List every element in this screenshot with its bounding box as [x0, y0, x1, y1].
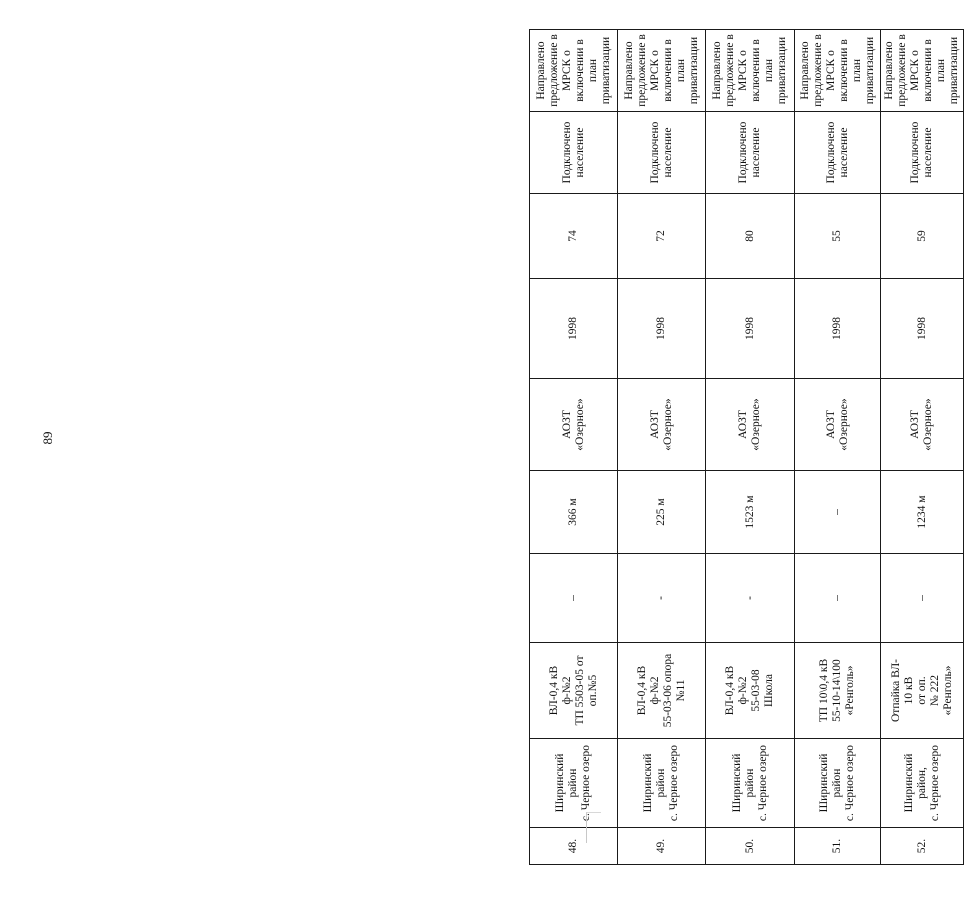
year-cell: 1998 [795, 279, 881, 379]
length-cell: 1523 м [706, 471, 795, 554]
table-row [530, 30, 618, 865]
consumers-cell: Подключено население [795, 112, 881, 194]
owner-cell: АОЗТ «Озерное» [530, 379, 618, 471]
object-cell: ВЛ-0,4 кВ ф-№2 55-03-08 Школа [706, 643, 795, 739]
consumers-cell: Подключено население [530, 112, 618, 194]
row-number: 52. [881, 828, 964, 865]
location-cell: Ширинский район с. Черное озеро [706, 739, 795, 828]
length-cell: 225 м [618, 471, 706, 554]
length-cell: – [795, 471, 881, 554]
owner-cell: АОЗТ «Озерное» [706, 379, 795, 471]
scan-artifact [586, 812, 601, 843]
object-cell: ВЛ-0,4 кВ ф-№2 ТП 5503-05 от оп.№5 [530, 643, 618, 739]
length-cell: 1234 м [881, 471, 964, 554]
owner-cell: АОЗТ «Озерное» [795, 379, 881, 471]
dash-cell: – [795, 554, 881, 643]
note-cell: Направлено предложение в МРСК о включении в план приватизации [795, 30, 881, 112]
owner-cell: АОЗТ «Озерное» [618, 379, 706, 471]
table-row [706, 30, 795, 865]
table-row [618, 30, 706, 865]
row-number: 51. [795, 828, 881, 865]
consumers-cell: Подключено население [618, 112, 706, 194]
year-cell: 1998 [706, 279, 795, 379]
dash-cell: – [530, 554, 618, 643]
year-cell: 1998 [881, 279, 964, 379]
row-number: 50. [706, 828, 795, 865]
page-number: 89 [40, 431, 55, 445]
length-cell: 366 м [530, 471, 618, 554]
count-cell: 55 [795, 194, 881, 279]
location-cell: Ширинский район, с. Черное озеро [881, 739, 964, 828]
object-cell: ВЛ-0,4 кВ ф-№2 55-03-06 опора №11 [618, 643, 706, 739]
year-cell: 1998 [530, 279, 618, 379]
owner-cell: АОЗТ «Озерное» [881, 379, 964, 471]
object-cell: Отпайка ВЛ- 10 кВ от оп. № 222 «Ренголь» [881, 643, 964, 739]
consumers-cell: Подключено население [706, 112, 795, 194]
note-cell: Направлено предложение в МРСК о включении в план приватизации [618, 30, 706, 112]
count-cell: 59 [881, 194, 964, 279]
year-cell: 1998 [618, 279, 706, 379]
count-cell: 72 [618, 194, 706, 279]
dash-cell: – [881, 554, 964, 643]
count-cell: 74 [530, 194, 618, 279]
note-cell: Направлено предложение в МРСК о включении в план приватизации [881, 30, 964, 112]
table-row [795, 30, 881, 865]
location-cell: Ширинский район с. Черное озеро [618, 739, 706, 828]
row-number: 49. [618, 828, 706, 865]
location-cell: Ширинский район с. Черное озеро [530, 739, 618, 828]
dash-cell: - [618, 554, 706, 643]
note-cell: Направлено предложение в МРСК о включении в план приватизации [706, 30, 795, 112]
dash-cell: - [706, 554, 795, 643]
note-cell: Направлено предложение в МРСК о включении в план приватизации [530, 30, 618, 112]
object-cell: ТП 10\0,4 кВ 55-10-14\100 «Ренголь» [795, 643, 881, 739]
count-cell: 80 [706, 194, 795, 279]
location-cell: Ширинский район с. Черное озеро [795, 739, 881, 828]
registry-table [529, 29, 964, 865]
table-row [881, 30, 964, 865]
row-number: 48. [530, 828, 618, 865]
rotated-table-container [529, 30, 963, 865]
consumers-cell: Подключено население [881, 112, 964, 194]
